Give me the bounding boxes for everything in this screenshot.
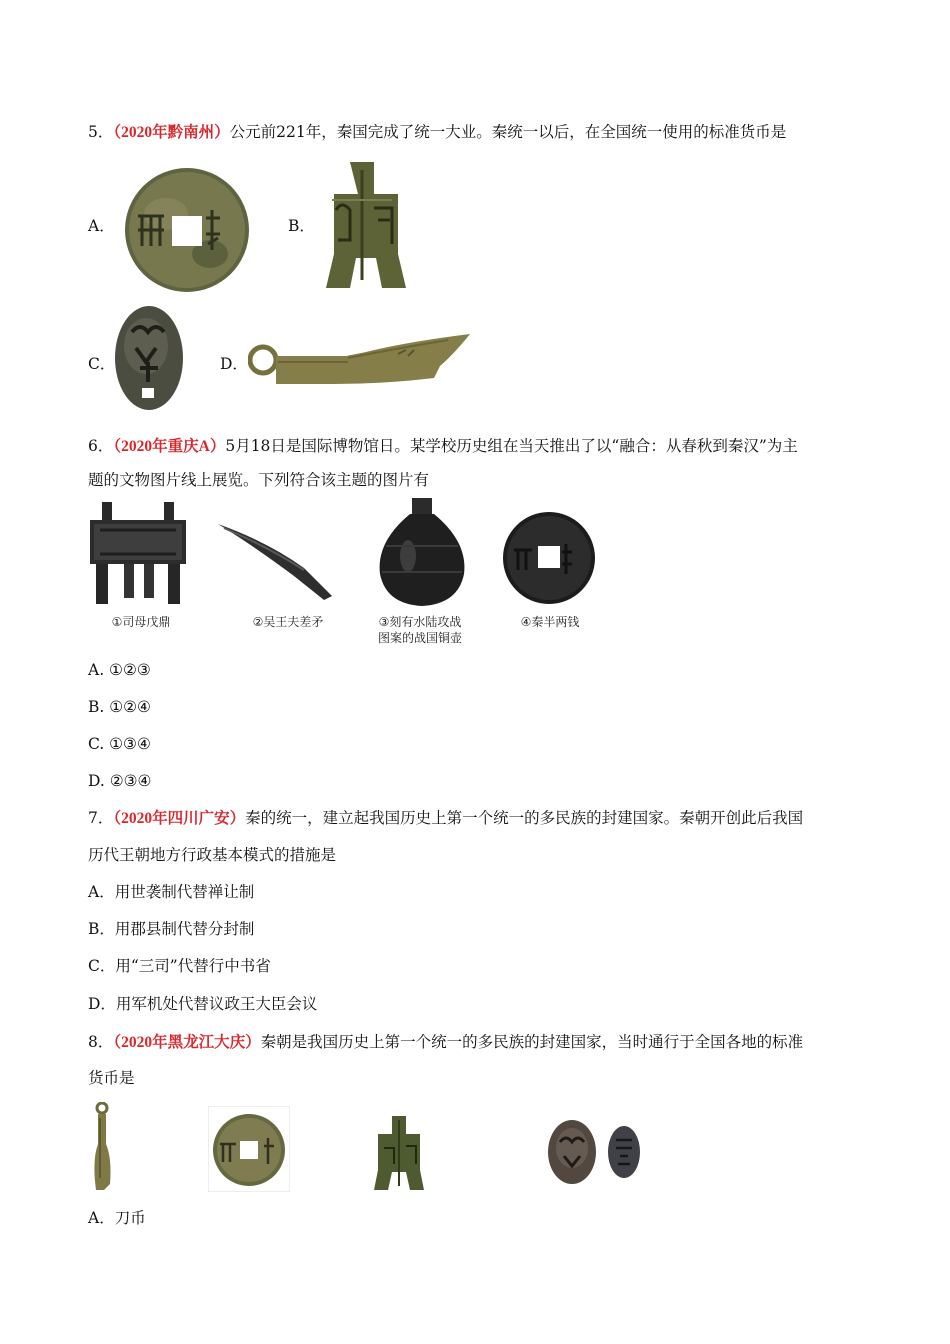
knife-coin-image <box>248 334 472 386</box>
q7-option-c[interactable]: C．用“三司”代替行中书省 <box>88 957 271 975</box>
q6-option-a[interactable]: A. ①②③ <box>88 661 151 679</box>
q7-number: 7． <box>88 809 114 827</box>
q7-option-d[interactable]: D．用军机处代替议政王大臣会议 <box>88 995 318 1013</box>
q6-caption-1: ①司母戊鼎 <box>111 615 171 629</box>
q6-stem-line-2: 题的文物图片线上展览。下列符合该主题的图片有 <box>88 471 430 489</box>
q8-stem-line-2: 货币是 <box>88 1069 135 1087</box>
q8-number: 8． <box>88 1033 114 1051</box>
q7-option-b[interactable]: B．用郡县制代替分封制 <box>88 920 255 938</box>
q6-caption-3b: 图案的战国铜壶 <box>377 631 462 645</box>
simuwu-ding-image <box>86 500 190 608</box>
q8-knife-coin-image <box>86 1102 118 1192</box>
q8-stem-line-1 <box>88 1032 803 1053</box>
spade-coin-image <box>316 160 408 290</box>
q6-caption-4: ④秦半两钱 <box>520 615 580 629</box>
q6-caption-3a: ③刻有水陆攻战 <box>378 615 462 629</box>
qin-banliang-coin-image <box>500 510 598 606</box>
bronze-pot-image <box>374 496 470 614</box>
q5-number: 5． <box>88 123 114 141</box>
q7-stem-line-2: 历代王朝地方行政基本模式的措施是 <box>88 846 337 864</box>
fuchai-spear-image <box>214 520 338 604</box>
q8-text-1: 秦朝是我国历史上第一个统一的多民族的封建国家，当时通行于全国各地的标准 <box>260 1033 804 1051</box>
q7-stem-line-1 <box>88 808 803 829</box>
q6-text-1: 5月18日是国际博物馆日。某学校历史组在当天推出了以“融合：从春秋到秦汉”为主 <box>225 437 798 455</box>
q8-antnose-coins-image <box>542 1112 650 1192</box>
q5-option-c-label[interactable]: C． <box>88 355 116 373</box>
q5-stem <box>88 122 786 143</box>
q5-option-b-label[interactable]: B． <box>288 217 315 235</box>
q5-text: 公元前221年，秦国完成了统一大业。秦统一以后，在全国统一使用的标准货币是 <box>229 123 787 141</box>
antnose-coin-image <box>110 302 188 414</box>
q8-spade-coin-image <box>372 1114 426 1192</box>
q7-option-a[interactable]: A．用世袭制代替禅让制 <box>88 883 255 901</box>
q5-option-a-label[interactable]: A． <box>88 217 115 235</box>
q6-caption-2: ②吴王夫差矛 <box>252 615 324 629</box>
q6-source: （2020年重庆A） <box>113 438 226 455</box>
q8-source: （2020年黑龙江大庆） <box>113 1034 261 1051</box>
q6-option-c[interactable]: C. ①③④ <box>88 735 151 753</box>
q5-option-d-label[interactable]: D． <box>220 355 248 373</box>
q7-source: （2020年四川广安） <box>113 810 246 827</box>
q6-number: 6． <box>88 437 114 455</box>
banliang-coin-image <box>118 164 256 296</box>
q6-option-d[interactable]: D. ②③④ <box>88 772 152 790</box>
q6-option-b[interactable]: B. ①②④ <box>88 698 151 716</box>
q7-text-1: 秦的统一，建立起我国历史上第一个统一的多民族的封建国家。秦朝开创此后我国 <box>245 809 804 827</box>
q8-option-a[interactable]: A．刀币 <box>88 1209 146 1227</box>
q8-banliang-coin-image <box>208 1106 290 1192</box>
q6-stem-line-1 <box>88 436 798 457</box>
q5-source: （2020年黔南州） <box>113 124 230 141</box>
